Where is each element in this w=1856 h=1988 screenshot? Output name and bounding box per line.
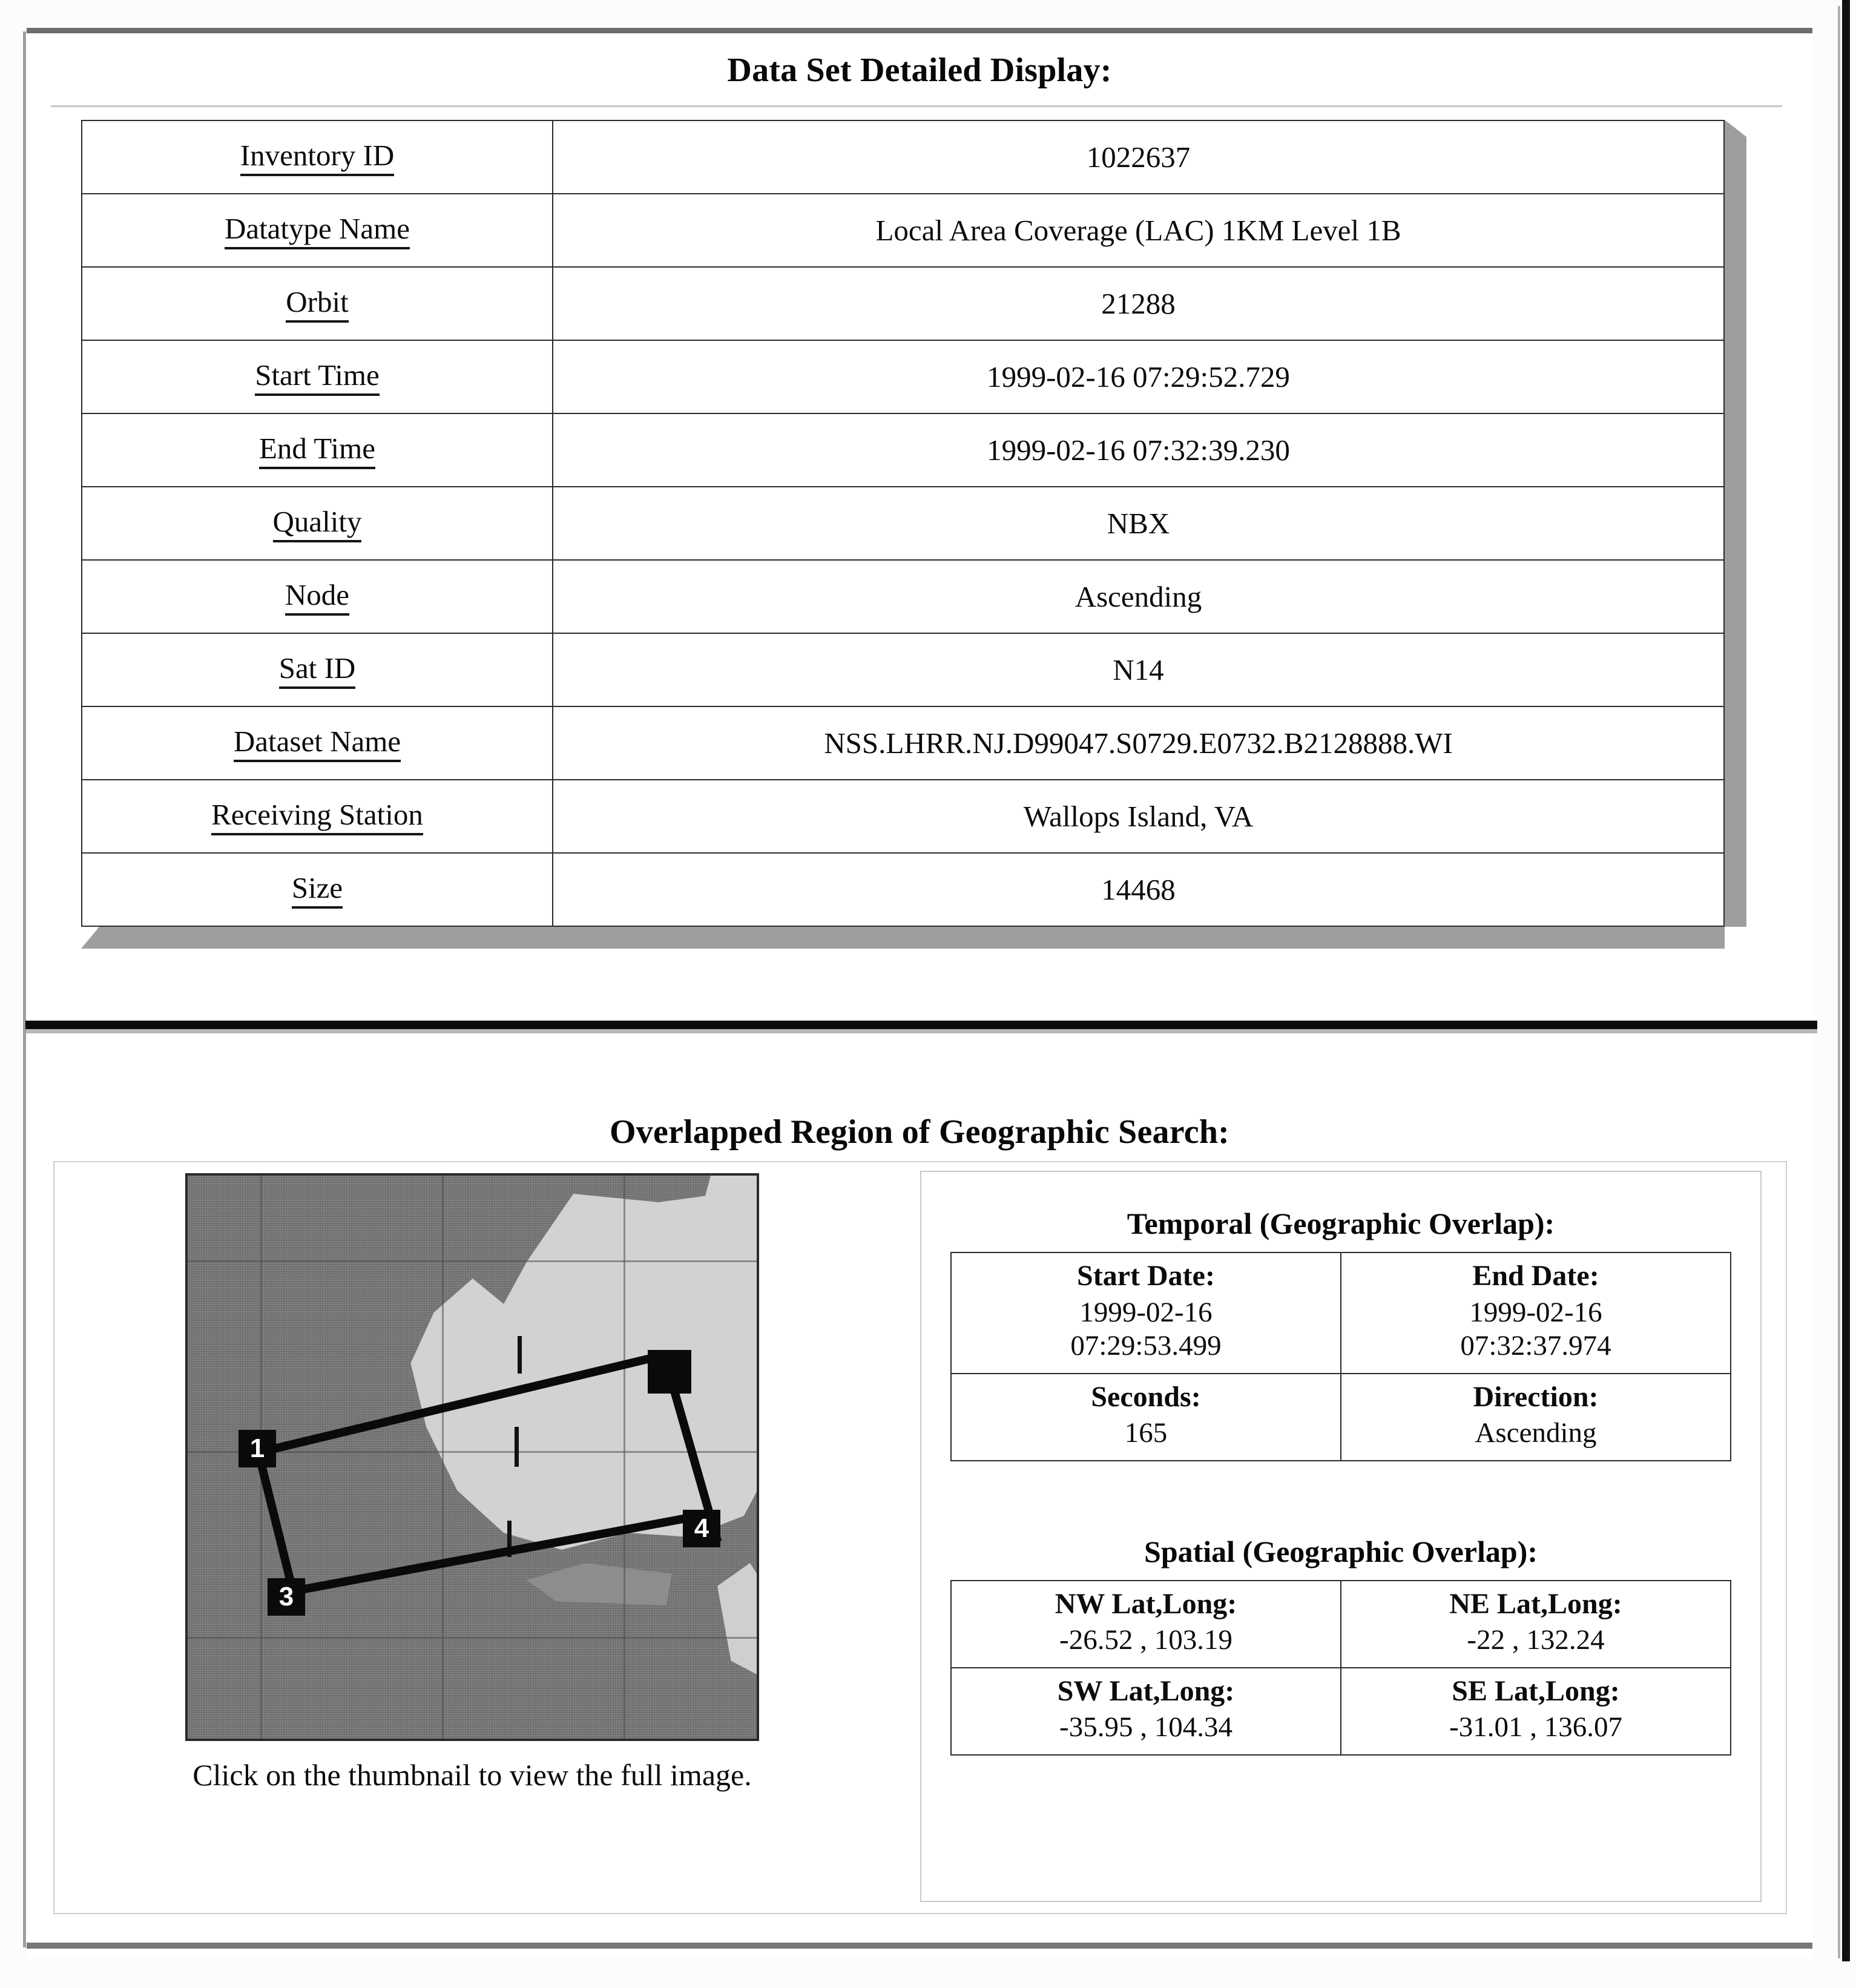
detail-row-value: NBX: [553, 487, 1724, 560]
detail-row-value: 21288: [553, 267, 1724, 340]
detail-row-label: [82, 413, 553, 487]
table-row: [82, 267, 1724, 340]
detail-row-value: 1999-02-16 07:32:39.230: [553, 413, 1724, 487]
overlap-section-title: Overlapped Region of Geographic Search:: [609, 1113, 1230, 1151]
data-set-detail-panel: [27, 28, 1812, 1021]
panel-divider-shadow: [25, 1029, 1817, 1033]
detail-row-label: [82, 633, 553, 706]
detail-row-label: [82, 780, 553, 853]
parallel-line: [188, 1637, 757, 1639]
detail-label-text: Sat ID: [279, 653, 356, 688]
page-right-edge-rule: [1842, 0, 1850, 1961]
meridian-tick: [518, 1336, 522, 1374]
spatial-se-cell: [1341, 1668, 1731, 1755]
thumbnail-caption: Click on the thumbnail to view the full image.: [193, 1758, 752, 1792]
table-row: [82, 120, 1724, 194]
detail-label-text: Start Time: [255, 360, 380, 395]
se-lat-long-label: SE Lat,Long:: [1452, 1674, 1620, 1707]
page-title: Data Set Detailed Display:: [727, 51, 1112, 89]
table-row: [82, 560, 1724, 633]
detail-label-text: Node: [285, 579, 349, 615]
detail-row-label: [82, 340, 553, 413]
meridian-tick: [515, 1427, 519, 1467]
overlap-details-column: [920, 1171, 1762, 1902]
table-row: [951, 1252, 1731, 1374]
detail-row-value: N14: [553, 633, 1724, 706]
overlap-content-frame: [53, 1161, 1787, 1914]
temporal-direction-cell: [1341, 1374, 1731, 1461]
detail-row-value: Local Area Coverage (LAC) 1KM Level 1B: [553, 194, 1724, 267]
table-bevel-shadow-right: [1725, 120, 1746, 927]
end-date-label: End Date:: [1472, 1260, 1599, 1292]
table-row: [82, 633, 1724, 706]
table-row: [951, 1668, 1731, 1755]
ne-lat-long-value: -22 , 132.24: [1467, 1624, 1605, 1656]
nw-lat-long-label: NW Lat,Long:: [1055, 1587, 1237, 1620]
sw-lat-long-value: -35.95 , 104.34: [1059, 1711, 1232, 1743]
section-spacer: [921, 1461, 1760, 1500]
detail-label-text: Receiving Station: [211, 799, 423, 835]
detail-label-text: Quality: [273, 506, 362, 542]
table-row: [82, 780, 1724, 853]
temporal-overlap-title: Temporal (Geographic Overlap):: [1127, 1206, 1555, 1240]
table-row: [82, 487, 1724, 560]
detail-row-label: [82, 267, 553, 340]
panel-top-rule: [27, 28, 1812, 33]
data-set-detail-table: [81, 120, 1725, 927]
temporal-end-date-cell: [1341, 1252, 1731, 1374]
overlap-corner-3: 3: [268, 1578, 305, 1616]
table-row: [951, 1374, 1731, 1461]
panel-divider: [25, 1021, 1817, 1029]
direction-label: Direction:: [1473, 1380, 1599, 1413]
detail-label-text: Dataset Name: [234, 726, 401, 762]
table-row: [82, 706, 1724, 780]
detail-label-text: Datatype Name: [225, 213, 410, 249]
detail-row-label: [82, 487, 553, 560]
detail-row-value: Ascending: [553, 560, 1724, 633]
spatial-overlap-table: [950, 1580, 1731, 1756]
thumbnail-column: [79, 1173, 866, 1794]
temporal-overlap-table: [950, 1252, 1731, 1461]
geographic-overlap-thumbnail[interactable]: [185, 1173, 759, 1741]
detail-row-value: NSS.LHRR.NJ.D99047.S0729.E0732.B2128888.WI: [553, 706, 1724, 780]
spatial-nw-cell: [951, 1581, 1341, 1668]
end-date-value-line1: 1999-02-16: [1469, 1296, 1602, 1328]
detail-label-text: Inventory ID: [240, 140, 394, 176]
table-row: [82, 340, 1724, 413]
se-lat-long-value: -31.01 , 136.07: [1449, 1711, 1622, 1743]
title-underline-rule: [51, 105, 1782, 107]
detail-row-label: [82, 560, 553, 633]
sw-lat-long-label: SW Lat,Long:: [1057, 1674, 1235, 1707]
detail-row-label: [82, 194, 553, 267]
spatial-sw-cell: [951, 1668, 1341, 1755]
page-left-edge-rule: [23, 31, 26, 1947]
overlapped-region-panel: [27, 1035, 1812, 1958]
ne-lat-long-label: NE Lat,Long:: [1449, 1587, 1622, 1620]
table-bevel-shadow-bottom: [81, 927, 1725, 949]
detail-row-label: [82, 706, 553, 780]
table-row: [82, 853, 1724, 926]
detail-row-value: 1999-02-16 07:29:52.729: [553, 340, 1724, 413]
overlap-corner-2: [648, 1350, 691, 1394]
start-date-value-line1: 1999-02-16: [1079, 1296, 1213, 1328]
overlap-corner-4: 4: [683, 1510, 720, 1547]
detail-label-text: Orbit: [286, 286, 348, 322]
detail-row-label: [82, 120, 553, 194]
parallel-line: [188, 1260, 757, 1262]
detail-label-text: Size: [292, 872, 343, 908]
overlap-corner-1: 1: [239, 1430, 276, 1467]
page-right-edge-rule-secondary: [1838, 6, 1840, 1958]
end-date-value-line2: 07:32:37.974: [1460, 1330, 1611, 1362]
detail-table-container: [81, 120, 1725, 927]
table-row: [82, 413, 1724, 487]
table-row: [82, 194, 1724, 267]
detail-row-value: 14468: [553, 853, 1724, 926]
direction-value: Ascending: [1475, 1417, 1597, 1449]
nw-lat-long-value: -26.52 , 103.19: [1059, 1624, 1232, 1656]
spatial-overlap-title: Spatial (Geographic Overlap):: [1144, 1534, 1538, 1568]
start-date-label: Start Date:: [1077, 1260, 1215, 1292]
start-date-value-line2: 07:29:53.499: [1070, 1330, 1222, 1362]
detail-label-text: End Time: [259, 433, 375, 469]
table-row: [951, 1581, 1731, 1668]
detail-row-label: [82, 853, 553, 926]
page-bottom-rule: [27, 1943, 1812, 1949]
seconds-label: Seconds:: [1091, 1380, 1201, 1413]
temporal-seconds-cell: [951, 1374, 1341, 1461]
spatial-ne-cell: [1341, 1581, 1731, 1668]
seconds-value: 165: [1124, 1417, 1168, 1449]
temporal-start-date-cell: [951, 1252, 1341, 1374]
detail-row-value: 1022637: [553, 120, 1724, 194]
detail-row-value: Wallops Island, VA: [553, 780, 1724, 853]
